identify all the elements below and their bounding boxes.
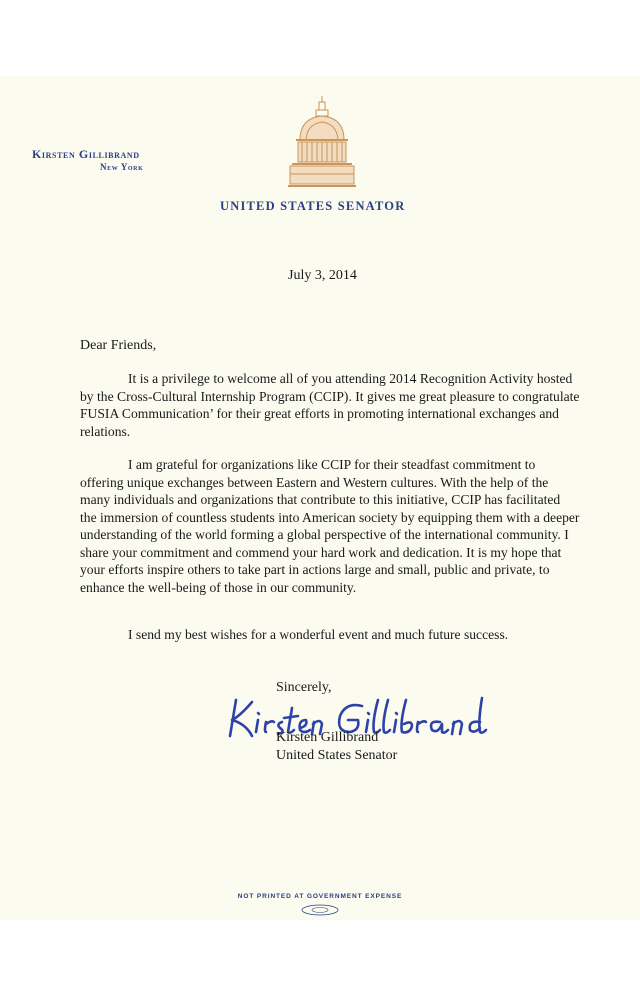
signer-name: Kirsten Gillibrand <box>276 730 379 745</box>
sender-state: New York <box>100 162 144 172</box>
footer-note: NOT PRINTED AT GOVERNMENT EXPENSE <box>237 893 403 900</box>
paragraph-gratitude: I am grateful for organizations like CCIP for their steadfast commitment to offering unique exchanges between Eastern and Western cultures. With the help of the many individuals and organizations that contribute to this initiative, CCIP has facilitated the immersion of countless students into American society by equipping them with a deeper understanding of the world forming a global perspective of the international community. I share your commitment and commend your hard work and dedication. It is my hope that your efforts inspire others to take part in actions large and small, public and private, to enhance the well-being of those in our community. <box>80 457 580 595</box>
paragraph-wishes: I send my best wishes for a wonderful event and much future success. <box>128 627 509 642</box>
signer-title: United States Senator <box>276 748 398 763</box>
senator-title: UNITED STATES SENATOR <box>220 199 406 213</box>
sender-name: Kirsten Gillibrand <box>32 147 140 161</box>
closing: Sincerely, <box>276 680 332 695</box>
capitol-dome-icon <box>286 94 358 190</box>
union-label-icon <box>300 904 340 916</box>
letter-date: July 3, 2014 <box>288 268 357 283</box>
salutation: Dear Friends, <box>80 338 157 353</box>
paragraph-welcome: It is a privilege to welcome all of you attending 2014 Recognition Activity hosted by the Cross-Cultural Internship Program (CCIP). It gives me great pleasure to congratulate FUSIA Communication’ for their great efforts in promoting international exchanges and relations. <box>80 371 580 439</box>
